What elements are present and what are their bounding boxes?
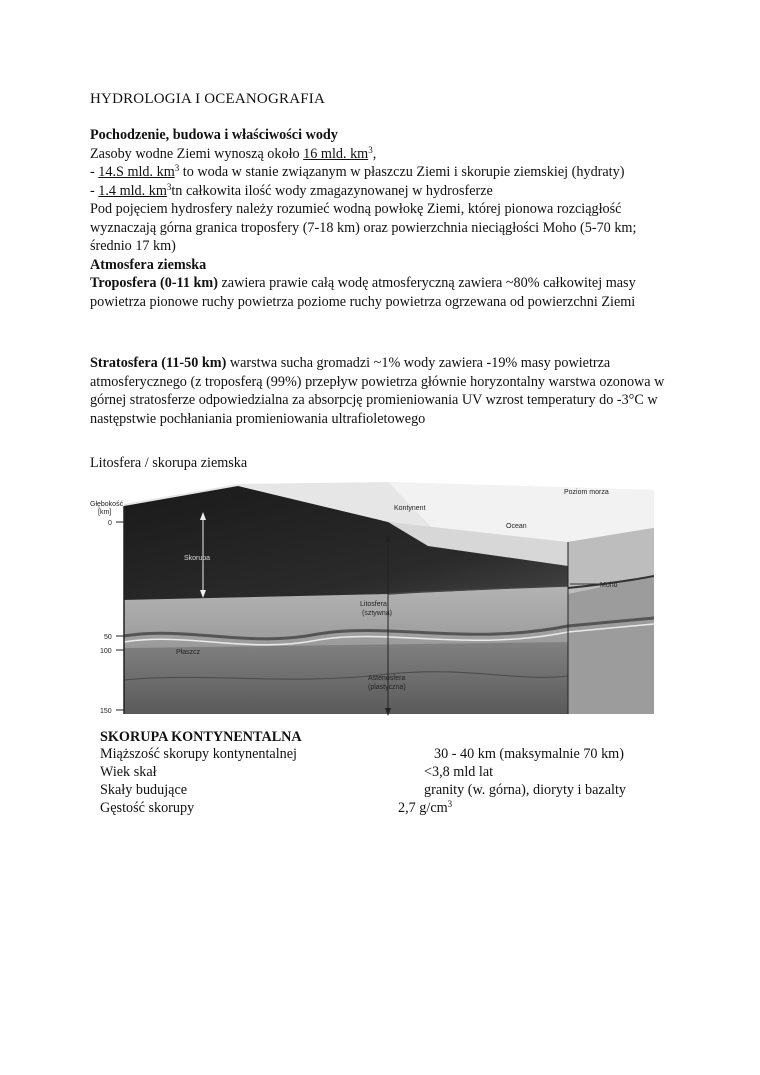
row-label: Gęstość skorupy [100,800,195,816]
depth-50-label: 50 [104,634,112,641]
depth-unit-label: [km] [98,509,112,516]
lithosphere-label: Litosfera [360,601,387,608]
depth-0-label: 0 [108,520,112,527]
water-resources-amount: 16 mld. km [303,145,369,162]
table-row [100,782,660,800]
row-value: 30 - 40 km (maksymalnie 70 km) [434,746,624,762]
water-resources-line: Zasoby wodne Ziemi wynoszą około 16 mld. $km^3$, [90,144,377,162]
table-row [100,764,660,782]
row-label: Wiek skał [100,764,157,780]
water-origin-section [90,126,680,311]
continent-label: Kontynent [394,505,426,512]
stratosphere-paragraph: Stratosfera (11-50 km) warstwa sucha gromadzi ~1% wody zawiera -19% masy powietrza atmosferycznego (z troposferą (99%) przepływ powietrza głównie horyzontalny warstwa ozonowa w górnej stratosferze odpowiedzialna za absorpcję promieniowania UV wzrost temperatury do -3°C w następstwie pochłaniania promieniowania ultrafioletowego [90,355,665,427]
bound-water-amount: 14.S mld. km [98,164,175,180]
depth-150-label: 150 [100,708,112,715]
bound-water-line: - 14.S mld. $km^3$ to woda w stanie związanym w płaszczu Ziemi i skorupie ziemskiej (hydraty) [90,163,625,180]
asthenosphere-sub-label: (plastyczna) [368,684,406,691]
atmosphere-heading: Atmosfera ziemska [90,256,207,273]
row-value: granity (w. górna), dioryty i bazalty [424,782,626,798]
table-row [100,800,660,818]
row-label: Miąższość skorupy kontynentalnej [100,746,298,762]
depth-100-label: 100 [100,648,112,655]
hydrosphere-total-line: - 1.4 mld. $km^3tn$ całkowita ilość wody zmagazynowanej w hydrosferze [90,181,493,199]
hydrosphere-total-amount: 1.4 mld. km [98,182,167,199]
asthenosphere-label: Astenosfera [368,675,406,682]
troposphere-paragraph: Troposfera (0-11 km) zawiera prawie całą wodę atmosferyczną zawiera ~80% całkowitej masy powietrza pionowe ruchy powietrza poziome ruchy powietrza ogrzewana od powierzchni Ziemi [90,275,636,310]
crust-table-title: SKORUPA KONTYNENTALNA [100,729,302,745]
row-value: <3,8 mld lat [424,764,494,780]
hydrosphere-definition: Pod pojęciem hydrosfery należy rozumieć wodną powłokę Ziemi, której pionowa rozciągłość wyznaczają górna granica troposfery (7-18 km) oraz powierzchnia nieciągłości Moho (5-70 km; średnio 17 km) [90,201,637,254]
ocean-label: Ocean [506,523,527,530]
mantle-label: Płaszcz [176,649,201,656]
table-row [100,746,660,764]
document-title: HYDROLOGIA I OCEANOGRAFIA [90,91,325,107]
figure-caption: Litosfera / skorupa ziemska [90,455,248,471]
sea-level-label: Poziom morza [564,489,609,496]
depth-axis-label: Głębokość [90,501,124,508]
row-label: Skały budujące [100,782,188,798]
stratosphere-label: Stratosfera (11-50 km) [90,355,227,371]
crust-label: Skorupa [184,555,211,562]
troposphere-label: Troposfera (0-11 km) [90,275,218,291]
row-value: 2,7 $g/cm^3$ [398,799,453,816]
water-origin-heading: Pochodzenie, budowa i właściwości wody [90,127,338,143]
lithosphere-diagram [88,476,654,716]
lithosphere-sub-label: (sztywna) [362,610,392,617]
moho-label: Moho [600,582,618,589]
stratosphere-section [90,354,680,428]
